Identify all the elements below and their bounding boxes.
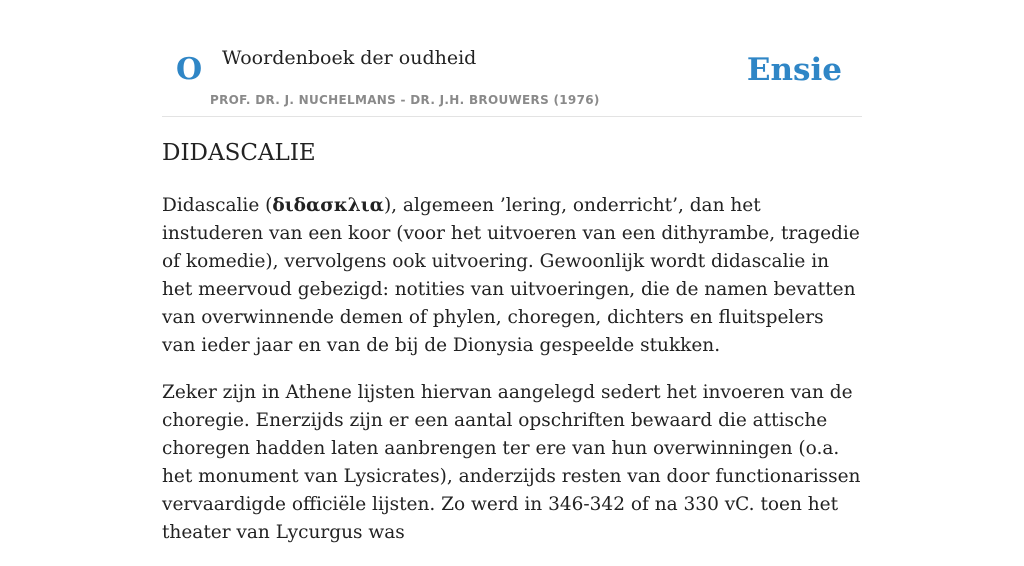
p1-text-after: ), algemeen ’lering, onderricht’, dan het instuderen van een koor (voor het uitvoeren van een dithyrambe, tragedie of komedie), vervolgens ook uitvoering. Gewoonlijk wordt didascalie in het meervoud gebezigd: notities van uitvoeringen, die de namen bevatten van overwinnende demen of phylen, choregen, dichters en fluitspelers van ieder jaar en van de bij de Dionysia gespeelde stukken. (162, 195, 860, 356)
p1-text-before: Didascalie ( (162, 195, 273, 216)
authors-line: PROF. DR. J. NUCHELMANS - DR. J.H. BROUWERS (1976) (210, 93, 600, 107)
entry-body (162, 192, 862, 566)
greek-term: διδασκλια (272, 195, 384, 216)
ensie-logo-link[interactable]: Ensie (746, 52, 842, 88)
book-title[interactable]: Woordenboek der oudheid (222, 47, 477, 69)
header (162, 40, 862, 117)
entry-title: DIDASCALIE (162, 140, 316, 166)
paragraph-2: Zeker zijn in Athene lijsten hiervan aangelegd sedert het invoeren van de choregie. Enerzijds zijn er een aantal opschriften bewaard die attische choregen hadden laten aanbrengen ter ere van hun overwinningen (o.a. het monument van Lysicrates), anderzijds resten van door functionarissen vervaardigde officiële lijsten. Zo werd in 346-342 of na 330 vC. toen het theater van Lycurgus was (162, 382, 861, 543)
logo-letter[interactable]: O (176, 52, 203, 87)
paragraph-1 (162, 192, 862, 360)
